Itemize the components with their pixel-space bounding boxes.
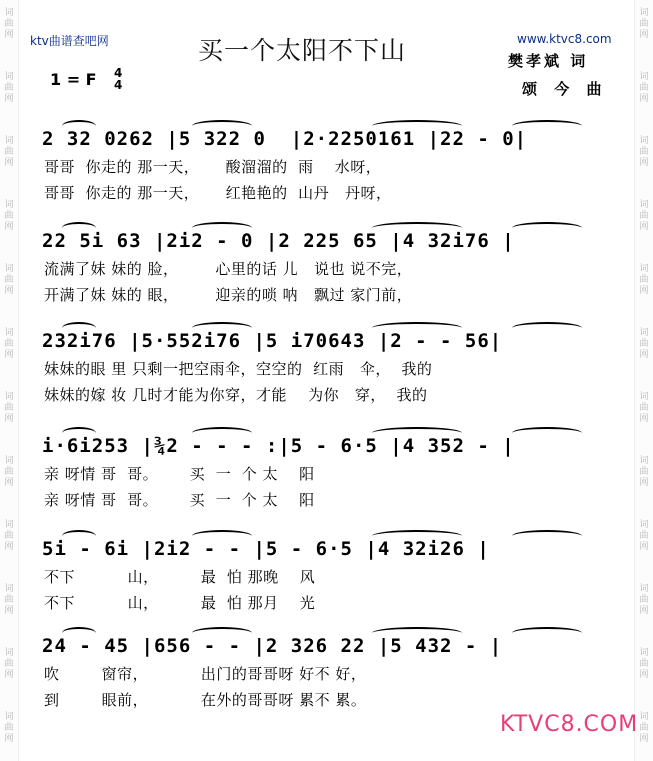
lyric-line-1: 吹 窗帘， 出门的哥哥呀 好不 好， bbox=[44, 665, 367, 683]
lyric-line-2: 妹妹的嫁 妆 几时才能为你穿，才能 为你 穿， 我的 bbox=[44, 386, 428, 404]
slur-arc bbox=[62, 322, 96, 334]
notation-text: 24 - 45 |656 - - |2 326 22 |5 432 - | bbox=[42, 635, 503, 657]
side-watermark-text: 词 曲 网 bbox=[4, 520, 14, 552]
lyric-line-1: 妹妹的眼 里 只剩一把空雨伞，空空的 红雨 伞， 我的 bbox=[44, 360, 433, 378]
site-name-top-left: ktv曲谱查吧网 bbox=[30, 34, 109, 48]
side-watermark-text: 词 曲 网 bbox=[639, 456, 649, 488]
key-label: 1 = F bbox=[50, 70, 97, 89]
watermark-logo: KTVC8.COM bbox=[500, 712, 639, 737]
lyric-line-2: 亲 呀情 哥 哥。 买 一 个 太 阳 bbox=[44, 491, 315, 509]
side-watermark-text: 词 曲 网 bbox=[639, 328, 649, 360]
time-top: 4 bbox=[114, 66, 123, 80]
side-watermark-text: 词 曲 网 bbox=[4, 136, 14, 168]
notation-line bbox=[42, 528, 612, 564]
slur-arc bbox=[372, 427, 462, 439]
lyric-line-2: 到 眼前， 在外的哥哥呀 累不 累。 bbox=[44, 691, 367, 709]
notation-line bbox=[42, 118, 612, 154]
slur-arc bbox=[372, 530, 462, 542]
slur-arc bbox=[512, 322, 582, 334]
slur-arc bbox=[372, 322, 462, 334]
notation-line bbox=[42, 220, 612, 256]
slur-arc bbox=[372, 627, 462, 639]
notation-text: 232i76 |5·552i76 |5 i70643 |2 - - 56| bbox=[42, 330, 503, 352]
slur-arc bbox=[372, 120, 462, 132]
slur-arc bbox=[512, 222, 582, 234]
composer-credit: 颂 今 曲 bbox=[522, 80, 608, 98]
slur-arc bbox=[372, 222, 462, 234]
lyric-line-2: 哥哥 你走的 那一天， 红艳艳的 山丹 丹呀， bbox=[44, 184, 392, 202]
side-watermark-text: 词 曲 网 bbox=[639, 8, 649, 40]
slur-arc bbox=[62, 120, 96, 132]
notation-line bbox=[42, 425, 612, 461]
side-watermark-text: 词 曲 网 bbox=[4, 8, 14, 40]
song-title: 买一个太阳不下山 bbox=[198, 36, 407, 65]
slur-arc bbox=[62, 427, 96, 439]
side-watermark-text: 词 曲 网 bbox=[4, 200, 14, 232]
slur-arc bbox=[512, 530, 582, 542]
notation-line bbox=[42, 625, 612, 661]
key-signature bbox=[50, 66, 123, 92]
notation-text: 22 5i 63 |2i2 - 0 |2 225 65 |4 32i76 | bbox=[42, 230, 515, 252]
notation-text: i·6i253 |¾2 - - - :|5 - 6·5 |4 352 - | bbox=[42, 435, 515, 457]
side-watermark-text: 词 曲 网 bbox=[639, 648, 649, 680]
slur-arc bbox=[62, 530, 96, 542]
side-watermark-text: 词 曲 网 bbox=[4, 72, 14, 104]
side-watermark-text: 词 曲 网 bbox=[639, 72, 649, 104]
lyric-line-1: 亲 呀情 哥 哥。 买 一 个 太 阳 bbox=[44, 465, 315, 483]
side-watermark-text: 词 曲 网 bbox=[4, 584, 14, 616]
slur-arc bbox=[192, 322, 252, 334]
notation-line bbox=[42, 320, 612, 356]
time-bottom: 4 bbox=[114, 78, 123, 92]
side-watermark-text: 词 曲 网 bbox=[4, 264, 14, 296]
slur-arc bbox=[192, 530, 252, 542]
slur-arc bbox=[62, 222, 96, 234]
slur-arc bbox=[192, 627, 252, 639]
side-watermark-text: 词 曲 网 bbox=[4, 712, 14, 744]
side-watermark-text: 词 曲 网 bbox=[639, 136, 649, 168]
time-signature bbox=[114, 67, 122, 91]
slur-arc bbox=[192, 427, 252, 439]
slur-arc bbox=[512, 627, 582, 639]
side-watermark-text: 词 曲 网 bbox=[639, 264, 649, 296]
lyricist-credit: 樊孝斌 词 bbox=[508, 52, 589, 70]
slur-arc bbox=[192, 222, 252, 234]
slur-arc bbox=[192, 120, 252, 132]
side-watermark-text: 词 曲 网 bbox=[4, 328, 14, 360]
slur-arc bbox=[512, 120, 582, 132]
side-watermark-text: 词 曲 网 bbox=[639, 520, 649, 552]
lyric-line-2: 不下 山， 最 怕 那月 光 bbox=[44, 594, 316, 612]
lyric-line-1: 哥哥 你走的 那一天， 酸溜溜的 雨 水呀， bbox=[44, 158, 382, 176]
right-watermark-strip bbox=[634, 0, 653, 761]
lyric-line-1: 流满了妹 妹的 脸， 心里的话 儿 说也 说不完， bbox=[44, 260, 413, 278]
lyric-line-1: 不下 山， 最 怕 那晚 风 bbox=[44, 568, 316, 586]
side-watermark-text: 词 曲 网 bbox=[4, 648, 14, 680]
side-watermark-text: 词 曲 网 bbox=[639, 712, 649, 744]
side-watermark-text: 词 曲 网 bbox=[639, 584, 649, 616]
side-watermark-text: 词 曲 网 bbox=[4, 456, 14, 488]
notation-text: 5i - 6i |2i2 - - |5 - 6·5 |4 32i26 | bbox=[42, 538, 490, 560]
side-watermark-text: 词 曲 网 bbox=[639, 200, 649, 232]
slur-arc bbox=[512, 427, 582, 439]
site-url-top-right: www.ktvc8.com bbox=[517, 32, 612, 46]
left-watermark-strip bbox=[0, 0, 19, 761]
slur-arc bbox=[62, 627, 96, 639]
side-watermark-text: 词 曲 网 bbox=[639, 392, 649, 424]
side-watermark-text: 词 曲 网 bbox=[4, 392, 14, 424]
notation-text: 2 32 0262 |5 322 0 |2·2250161 |22 - 0| bbox=[42, 128, 528, 150]
lyric-line-2: 开满了妹 妹的 眼， 迎亲的唢 呐 飘过 家门前， bbox=[44, 286, 413, 304]
